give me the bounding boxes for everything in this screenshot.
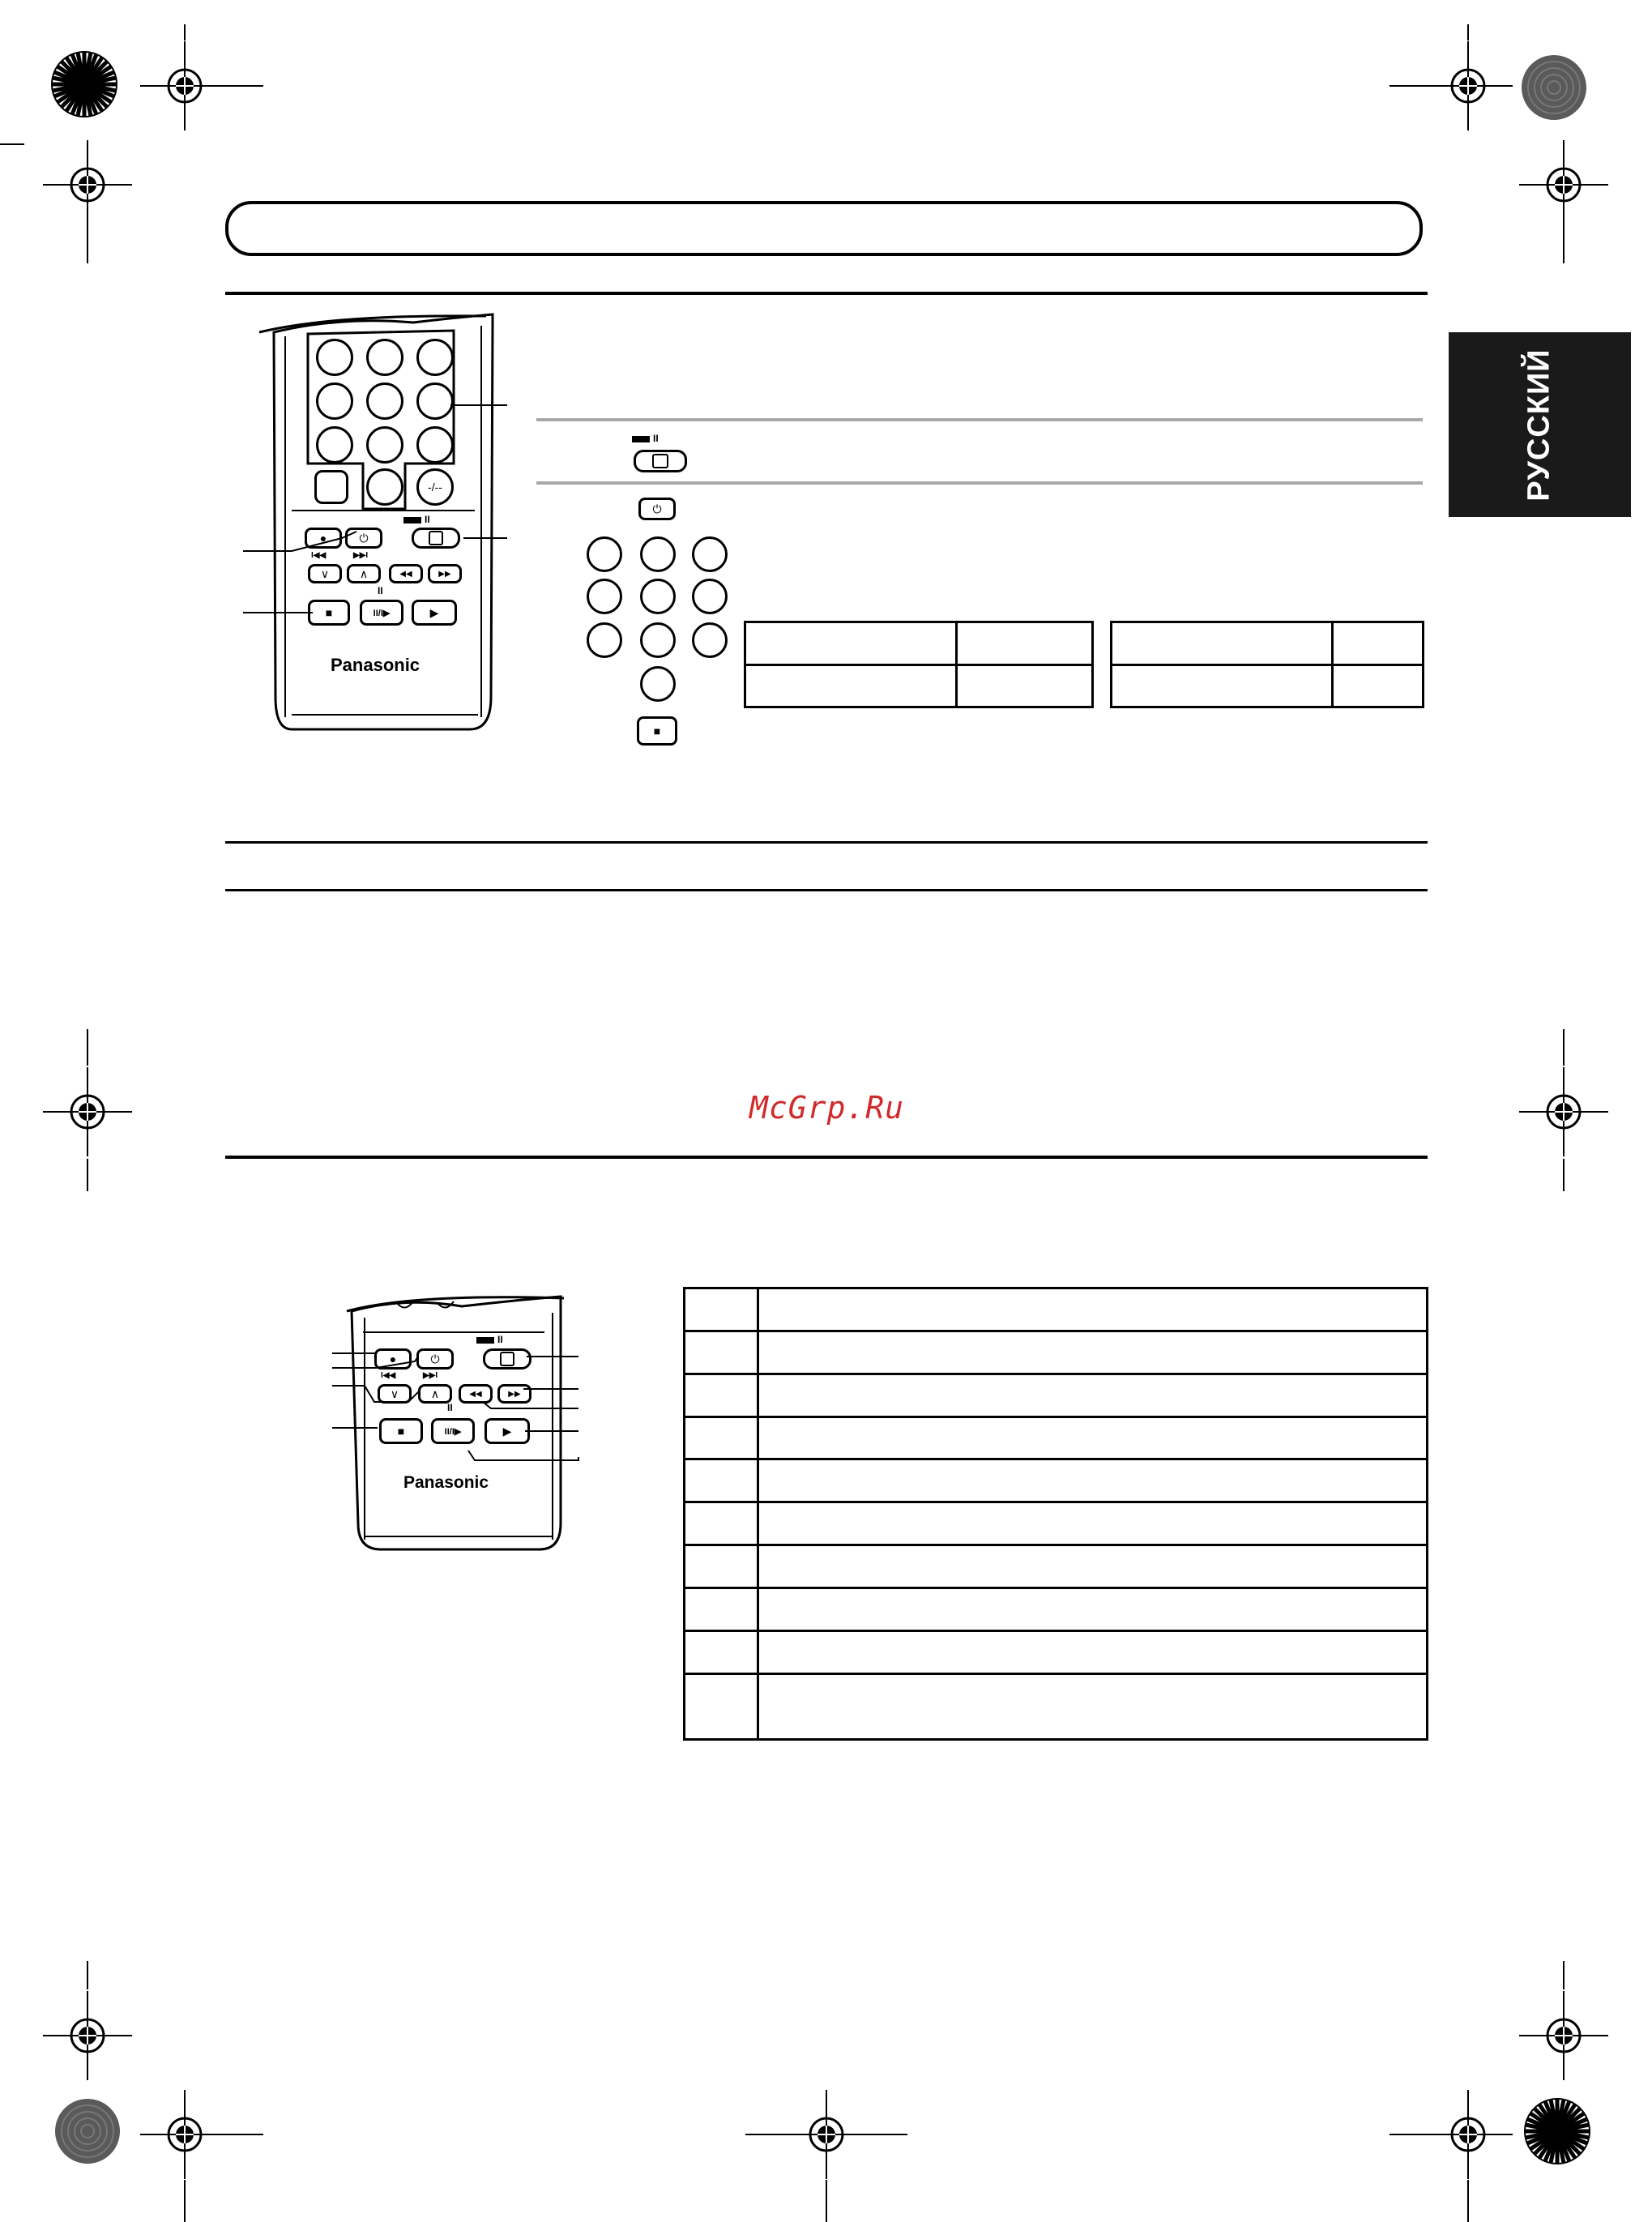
brand-logo: Panasonic [403, 1473, 489, 1492]
table-row [745, 664, 1093, 707]
function-table [683, 1287, 1428, 1741]
code-table-left [744, 621, 1094, 708]
table-row [685, 1673, 1428, 1739]
channel-up-button[interactable]: ∧ [347, 564, 381, 583]
skip-prev-label: I◀◀ [311, 551, 327, 560]
digit-key[interactable] [587, 536, 622, 572]
power-icon: ⏻ [652, 502, 662, 515]
digit-key[interactable] [587, 579, 622, 614]
table-row [685, 1587, 1428, 1630]
digit-key-zero[interactable] [640, 666, 676, 702]
pause-label: II [378, 585, 383, 596]
callout-lines-2 [324, 1337, 583, 1467]
digit-key[interactable] [587, 622, 622, 658]
skip-next-label: ▶▶I [423, 1371, 438, 1380]
skip-next-label: ▶▶I [353, 551, 369, 560]
digit-key[interactable] [692, 622, 728, 658]
language-tab [1449, 332, 1631, 517]
channel-down-button[interactable]: ∨ [308, 564, 342, 583]
dvd-vcr-switch-icon [652, 454, 668, 468]
stop-icon: ■ [325, 606, 333, 619]
table-row [685, 1459, 1428, 1502]
fast-forward-icon: ▶▶ [438, 569, 451, 579]
table-row [685, 1288, 1428, 1331]
pause-mark: II [425, 514, 430, 525]
table-row [1112, 622, 1424, 665]
table-row [745, 622, 1093, 665]
digit-key[interactable] [692, 536, 728, 572]
power-button[interactable] [638, 498, 676, 520]
skip-prev-label: I◀◀ [381, 1371, 396, 1380]
section-rule-4 [225, 1156, 1428, 1159]
table-row [685, 1545, 1428, 1588]
section-rule-2 [225, 841, 1428, 844]
divider-1 [536, 418, 1423, 421]
record-icon: ● [319, 532, 327, 545]
rewind-icon: ◀◀ [399, 569, 412, 579]
digit-key[interactable] [366, 339, 403, 376]
stop-button[interactable] [637, 716, 677, 746]
callout-lines-1 [243, 389, 519, 632]
watermark: McGrp.Ru [749, 1090, 905, 1126]
table-row [685, 1331, 1428, 1374]
power-icon: ⏻ [359, 531, 369, 545]
play-icon: ▶ [429, 605, 439, 619]
dvd-vcr-switch[interactable] [634, 450, 687, 472]
rewind-icon: ◀◀ [469, 1389, 482, 1399]
mode-indicator-small [632, 436, 650, 442]
code-table-right [1110, 621, 1424, 708]
channel-up-button[interactable]: ∧ [418, 1384, 452, 1404]
digit-key[interactable] [640, 536, 676, 572]
table-row [685, 1417, 1428, 1459]
pause-slow-icon: II/I▶ [444, 1426, 462, 1437]
record-icon: ● [389, 1352, 397, 1365]
power-icon: ⏻ [430, 1352, 440, 1365]
pause-label: II [447, 1402, 453, 1413]
pause-slow-icon: II/I▶ [373, 608, 391, 618]
play-icon: ▶ [502, 1424, 512, 1438]
brand-logo: Panasonic [331, 655, 420, 675]
table-row [1112, 664, 1424, 707]
section-title-box [225, 201, 1423, 256]
language-tab-label: РУССКИЙ [1522, 348, 1556, 502]
table-row [685, 1630, 1428, 1673]
digit-key[interactable] [416, 339, 454, 376]
ch-input-label: -/-- [428, 481, 442, 494]
fast-forward-icon: ▶▶ [508, 1389, 521, 1399]
stop-icon: ■ [653, 724, 661, 737]
digit-key[interactable] [692, 579, 728, 614]
divider-2 [536, 481, 1423, 485]
stop-icon: ■ [397, 1425, 405, 1438]
section-rule-3 [225, 889, 1428, 891]
digit-key[interactable] [640, 579, 676, 614]
pause-mark: II [497, 1334, 503, 1345]
table-row [685, 1502, 1428, 1545]
channel-down-button[interactable]: ∨ [378, 1384, 412, 1404]
digit-key[interactable] [316, 339, 353, 376]
pause-mark-small: II [653, 433, 659, 444]
digit-key[interactable] [640, 622, 676, 658]
section-rule-top [225, 292, 1428, 295]
table-row [685, 1374, 1428, 1417]
